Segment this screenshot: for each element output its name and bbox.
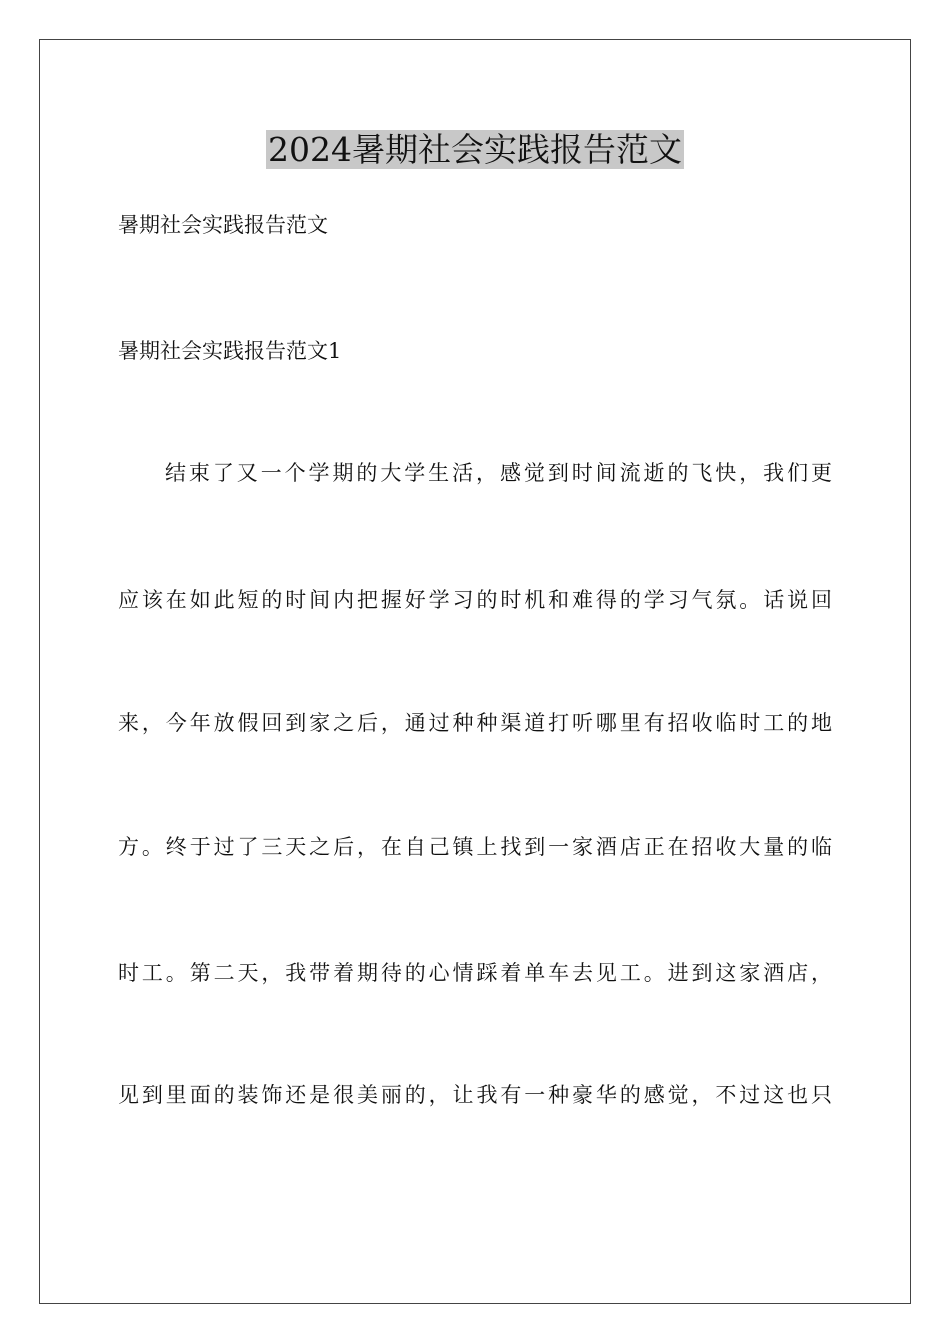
document-title bbox=[0, 128, 950, 172]
section-heading: 暑期社会实践报告范文1 bbox=[118, 339, 342, 363]
body-line-4: 方。终于过了三天之后，在自己镇上找到一家酒店正在招收大量的临 bbox=[118, 835, 832, 859]
document-subtitle: 暑期社会实践报告范文 bbox=[118, 213, 328, 237]
body-line-1: 结束了又一个学期的大学生活，感觉到时间流逝的飞快，我们更 bbox=[165, 461, 832, 485]
document-title-text: 2024暑期社会实践报告范文 bbox=[268, 130, 682, 169]
body-line-6: 见到里面的装饰还是很美丽的，让我有一种豪华的感觉，不过这也只 bbox=[118, 1083, 832, 1107]
body-line-2: 应该在如此短的时间内把握好学习的时机和难得的学习气氛。话说回 bbox=[118, 588, 832, 612]
body-line-3: 来，今年放假回到家之后，通过种种渠道打听哪里有招收临时工的地 bbox=[118, 711, 832, 735]
body-line-5: 时工。第二天，我带着期待的心情踩着单车去见工。进到这家酒店， bbox=[118, 961, 832, 985]
